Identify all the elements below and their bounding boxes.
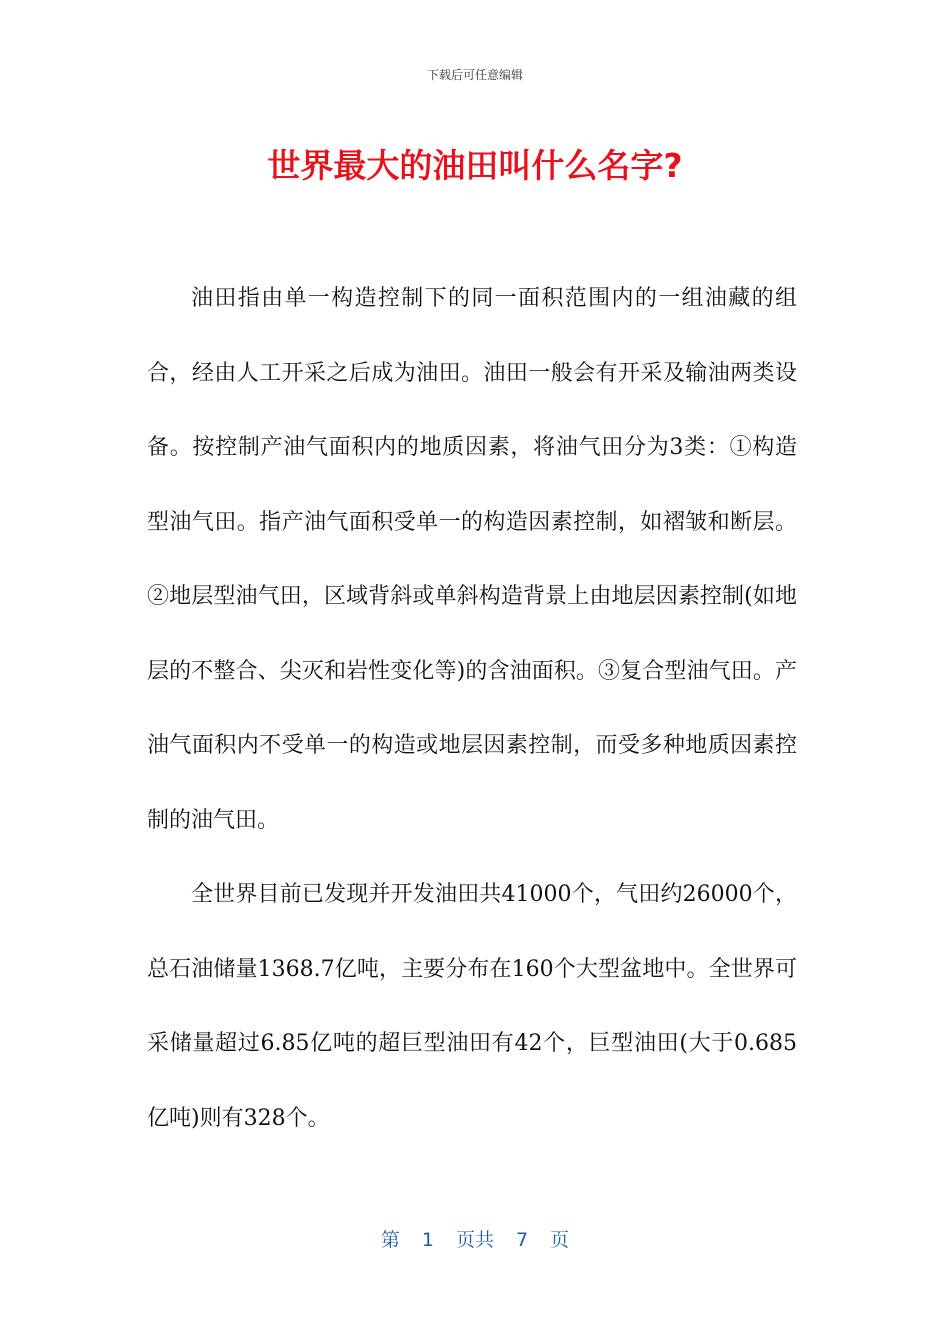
- page-prefix: 第: [380, 1229, 400, 1251]
- page-title: 世界最大的油田叫什么名字?: [267, 146, 683, 185]
- page-total: 7: [516, 1229, 529, 1251]
- paragraph-1: 油田指由单一构造控制下的同一面积范围内的一组油藏的组合，经由人工开采之后成为油田。油田一般会有开采及输油两类设备。按控制产油气面积内的地质因素，将油气田分为3类：①构造型油气田。指产油气面积受单一的构造因素控制，如褶皱和断层。②地层型油气田，区域背斜或单斜构造背景上由地层因素控制(如地层的不整合、尖灭和岩性变化等)的含油面积。③复合型油气田。产油气面积内不受单一的构造或地层因素控制，而受多种地质因素控制的油气田。: [147, 286, 797, 833]
- page-middle: 页共: [455, 1229, 494, 1251]
- page-footer: [0, 1225, 950, 1252]
- header-note: 下载后可任意编辑: [426, 68, 523, 82]
- paragraph-2: 全世界目前已发现并开发油田共41000个，气田约26000个，总石油储量1368.7亿吨，主要分布在160个大型盆地中。全世界可采储量超过6.85亿吨的超巨型油田有42个，巨型油田(大于0.685亿吨)则有328个。: [147, 882, 797, 1131]
- document-body: [147, 262, 797, 1156]
- page-current: 1: [421, 1229, 434, 1251]
- page-suffix: 页: [550, 1229, 570, 1251]
